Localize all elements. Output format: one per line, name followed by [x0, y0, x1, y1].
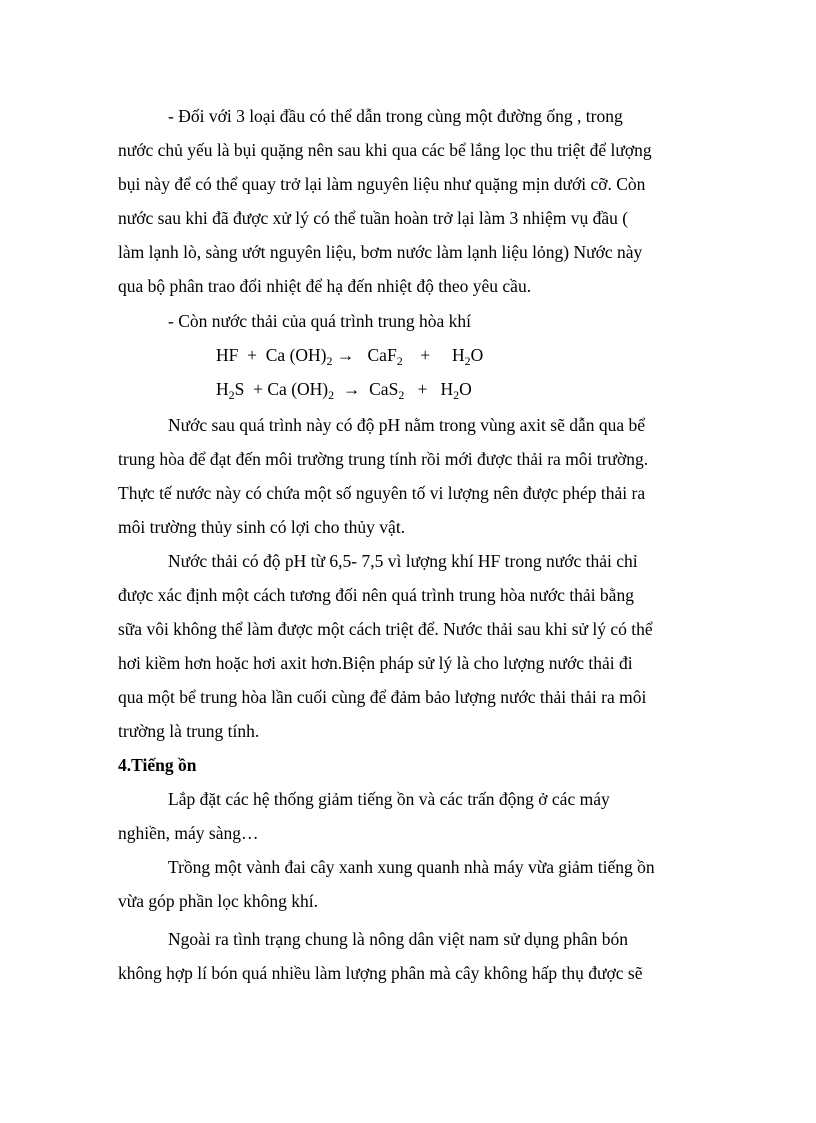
para5-line: Lắp đặt các hệ thống giảm tiếng ồn và các trấn động ở các máy	[168, 789, 610, 809]
para4-line: trường là trung tính.	[118, 721, 260, 741]
para1-line: nước chủ yếu là bụi quặng nên sau khi qua các bể lắng lọc thu triệt để lượng	[118, 140, 652, 160]
para1-line: làm lạnh lò, sàng ướt nguyên liệu, bơm nước làm lạnh liệu lỏng) Nước này	[118, 242, 643, 262]
equation-1: HF + Ca $(OH)_2$ → CaF$_2$ + $H_2O$	[216, 345, 484, 368]
para6-line: Trồng một vành đai cây xanh xung quanh nhà máy vừa giảm tiếng ồn	[168, 857, 655, 877]
para5-line: nghiền, máy sàng…	[118, 823, 259, 843]
para7-line: không hợp lí bón quá nhiều làm lượng phân mà cây không hấp thụ được sẽ	[118, 963, 643, 983]
para3-line: môi trường thủy sinh có lợi cho thủy vật.	[118, 517, 406, 537]
para4-line: hơi kiềm hơn hoặc hơi axit hơn.Biện pháp sử lý là cho lượng nước thải đi	[118, 653, 633, 673]
para4-line: Nước thải có độ pH từ 6,5- 7,5 vì lượng khí HF trong nước thải chỉ	[168, 551, 638, 571]
para1-line: bụi này để có thể quay trở lại làm nguyên liệu như quặng mịn dưới cỡ. Còn	[118, 174, 646, 194]
equation-2: $H_2S + Ca$ $(OH)_2 \to CaS_2$ + $H_2O$	[216, 379, 472, 402]
para4-line: qua một bể trung hòa lần cuối cùng để đảm bảo lượng nước thải thải ra môi	[118, 687, 647, 707]
para2-intro: - Còn nước thải của quá trình trung hòa khí	[168, 311, 472, 331]
reaction-arrow-icon: →	[342, 379, 361, 399]
para6-line: vừa góp phần lọc không khí.	[118, 891, 319, 911]
para4-line: sữa vôi không thể làm được một cách triệt để. Nước thải sau khi sử lý có thể	[118, 619, 653, 639]
para1-line: - Đối với 3 loại đầu có thể dẫn trong cùng một đường ống , trong	[168, 106, 623, 126]
reaction-arrow-icon: →	[336, 345, 355, 365]
para7-line: Ngoài ra tình trạng chung là nông dân việt nam sử dụng phân bón	[168, 929, 629, 949]
para3-line: Nước sau quá trình này có độ pH nằm trong vùng axit sẽ dẫn qua bể	[168, 415, 646, 435]
para4-line: được xác định một cách tương đối nên quá trình trung hòa nước thải bằng	[118, 585, 634, 605]
para3-line: trung hòa để đạt đến môi trường trung tính rồi mới được thải ra môi trường.	[118, 449, 649, 469]
section-heading: 4.Tiếng ồn	[118, 755, 197, 775]
para3-line: Thực tế nước này có chứa một số nguyên tố vi lượng nên được phép thải ra	[118, 483, 646, 503]
para1-line: nước sau khi đã được xử lý có thể tuần hoàn trở lại làm 3 nhiệm vụ đầu (	[118, 208, 629, 228]
para1-line: qua bộ phân trao đổi nhiệt để hạ đến nhiệt độ theo yêu cầu.	[118, 276, 532, 296]
